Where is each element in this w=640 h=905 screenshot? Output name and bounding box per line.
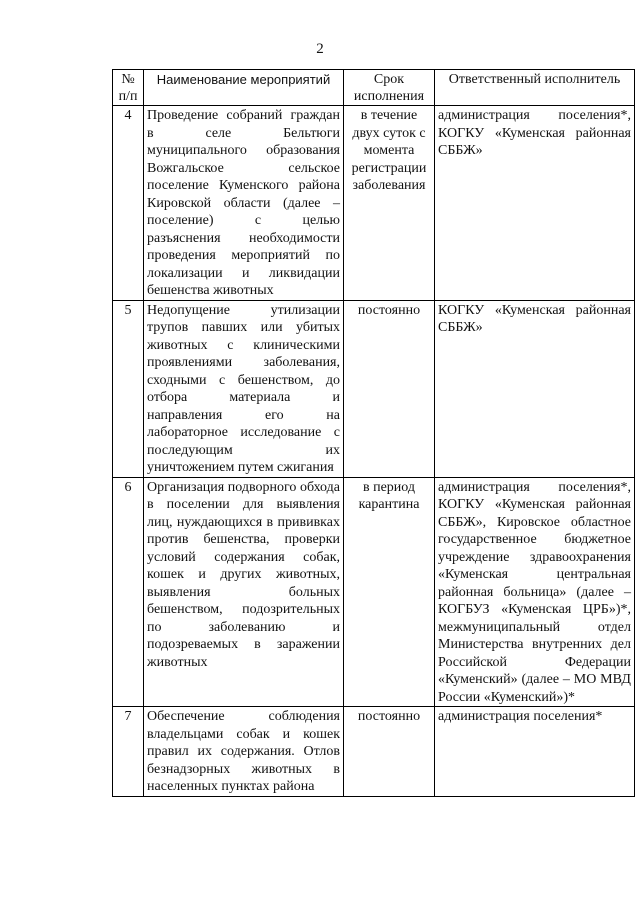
table-row bbox=[113, 300, 635, 477]
row-term: постоянно bbox=[344, 707, 435, 797]
row-name: Проведение собраний граждан в селе Бельтюги муниципального образования Вожгальское сельское поселение Куменского района Кировской области (далее – поселение) с целью разъяснения необходимости проведения мероприятий по локализации и ликвидации бешенства животных bbox=[144, 106, 344, 301]
table-row bbox=[113, 106, 635, 301]
row-term: постоянно bbox=[344, 300, 435, 477]
row-term: в период карантина bbox=[344, 477, 435, 707]
row-responsible: КОГКУ «Куменская районная СББЖ» bbox=[435, 300, 635, 477]
row-number: 4 bbox=[113, 106, 144, 301]
page-number: 2 bbox=[316, 41, 324, 57]
row-responsible: администрация поселения* bbox=[435, 707, 635, 797]
row-term: в течение двух суток с момента регистрации заболевания bbox=[344, 106, 435, 301]
row-name: Организация подворного обхода в поселении для выявления лиц, нуждающихся в прививках против бешенства, проверки условий содержания собак, кошек и других животных, выявления больных бешенством, подозрительных по заболеванию и подозреваемых в заражении животных bbox=[144, 477, 344, 707]
row-name: Недопущение утилизации трупов павших или убитых животных с клиническими проявлениями заболевания, сходными с бешенством, до отбора материала и направления его на лабораторное исследование с последующим их уничтожением путем сжигания bbox=[144, 300, 344, 477]
table-row bbox=[113, 477, 635, 707]
measures-table bbox=[112, 69, 635, 797]
row-number: 7 bbox=[113, 707, 144, 797]
header-responsible: Ответственный исполнитель bbox=[435, 70, 635, 106]
header-number: № п/п bbox=[113, 70, 144, 106]
table-header-row bbox=[113, 70, 635, 106]
table-row bbox=[113, 707, 635, 797]
row-responsible: администрация поселения*, КОГКУ «Куменская районная СББЖ», Кировское областное государственное бюджетное учреждение здравоохранения «Куменская центральная районная больница» (далее – КОГБУЗ «Куменская ЦРБ»)*, межмуниципальный отдел Министерства внутренних дел Российской Федерации «Куменский» (далее – МО МВД России «Куменский»)* bbox=[435, 477, 635, 707]
row-name: Обеспечение соблюдения владельцами собак и кошек правил их содержания. Отлов безнадзорных животных в населенных пунктах района bbox=[144, 707, 344, 797]
row-number: 5 bbox=[113, 300, 144, 477]
row-responsible: администрация поселения*, КОГКУ «Куменская районная СББЖ» bbox=[435, 106, 635, 301]
header-term: Срок исполнения bbox=[344, 70, 435, 106]
header-name: Наименование мероприятий bbox=[144, 70, 344, 106]
row-number: 6 bbox=[113, 477, 144, 707]
